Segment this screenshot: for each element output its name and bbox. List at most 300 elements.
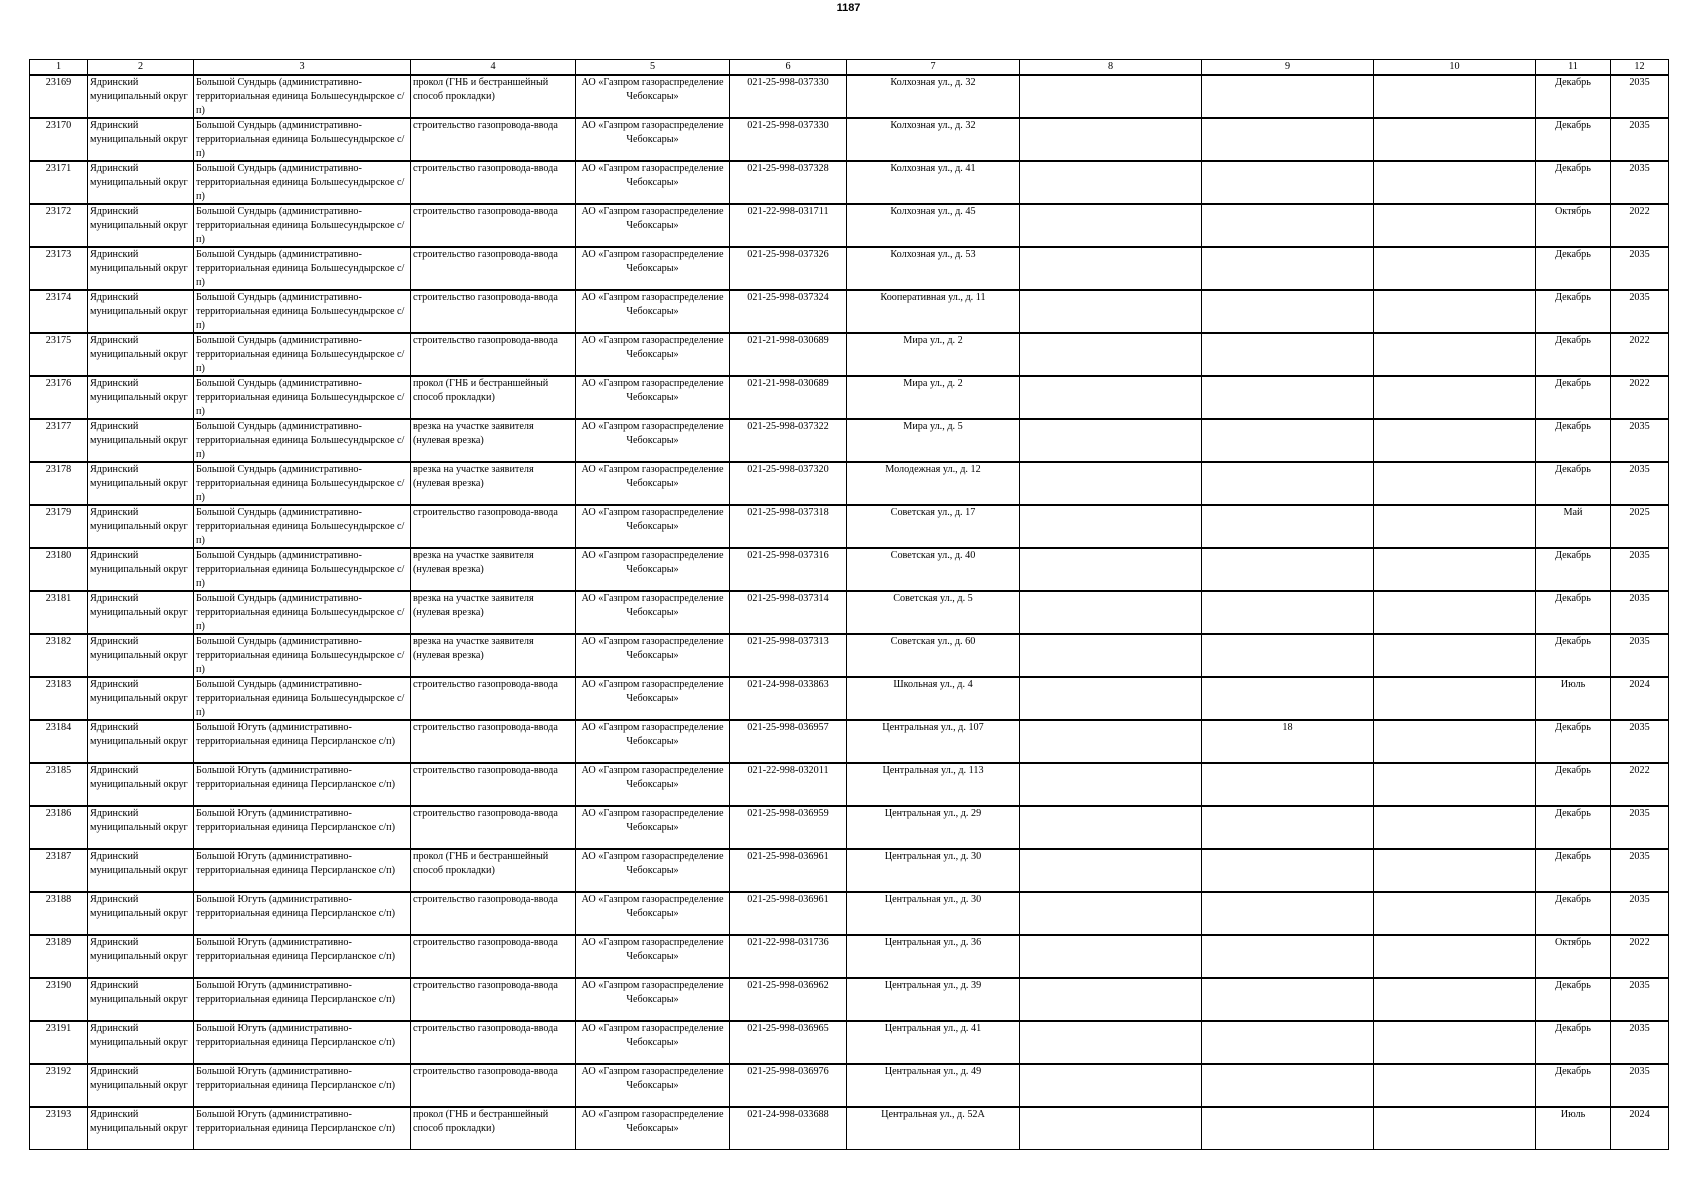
code-cell-text: 021-25-998-037316 bbox=[747, 550, 829, 561]
row-number bbox=[30, 505, 88, 548]
district-cell-text: Ядринский муниципальный округ bbox=[90, 636, 188, 661]
column-9-cell bbox=[1202, 548, 1374, 591]
year-cell-text: 2035 bbox=[1629, 1023, 1650, 1034]
settlement-cell-text: Большой Сундырь (административно-территориальная единица Большесундырское с/п) bbox=[196, 593, 405, 632]
row-number-text: 23186 bbox=[45, 808, 72, 819]
column-10-cell-text bbox=[1376, 764, 1533, 805]
settlement-cell bbox=[194, 591, 411, 634]
settlement-cell bbox=[194, 333, 411, 376]
column-header: 2 bbox=[88, 60, 194, 76]
organization-cell-text: АО «Газпром газораспределение Чебоксары» bbox=[581, 679, 724, 704]
row-number-text: 23172 bbox=[45, 206, 72, 217]
row-number-text: 23181 bbox=[45, 593, 72, 604]
code-cell bbox=[730, 935, 847, 978]
work-type-cell-text: строительство газопровода-ввода bbox=[413, 679, 558, 690]
address-cell bbox=[847, 849, 1020, 892]
table-row bbox=[30, 978, 1669, 1021]
work-type-cell-text: строительство газопровода-ввода bbox=[413, 980, 558, 991]
table-row bbox=[30, 1107, 1669, 1150]
work-type-cell-text: строительство газопровода-ввода bbox=[413, 163, 558, 174]
organization-cell bbox=[576, 462, 730, 505]
code-cell-text: 021-21-998-030689 bbox=[747, 378, 829, 389]
organization-cell bbox=[576, 849, 730, 892]
code-cell bbox=[730, 634, 847, 677]
organization-cell bbox=[576, 118, 730, 161]
code-cell bbox=[730, 75, 847, 118]
district-cell-text: Ядринский муниципальный округ bbox=[90, 1023, 188, 1048]
code-cell-text: 021-25-998-037313 bbox=[747, 636, 829, 647]
address-cell-text: Колхозная ул., д. 41 bbox=[890, 163, 976, 174]
code-cell-text: 021-25-998-037326 bbox=[747, 249, 829, 260]
row-number-text: 23173 bbox=[45, 249, 72, 260]
column-9-cell-text bbox=[1204, 850, 1371, 891]
column-8-cell-text bbox=[1022, 850, 1199, 891]
work-type-cell bbox=[411, 204, 576, 247]
code-cell-text: 021-25-998-037330 bbox=[747, 77, 829, 88]
column-10-cell-text bbox=[1376, 334, 1533, 375]
column-9-cell-text bbox=[1204, 248, 1371, 289]
address-cell bbox=[847, 591, 1020, 634]
column-9-cell-text bbox=[1204, 1022, 1371, 1063]
settlement-cell-text: Большой Сундырь (административно-территориальная единица Большесундырское с/п) bbox=[196, 77, 405, 116]
organization-cell bbox=[576, 1064, 730, 1107]
code-cell bbox=[730, 892, 847, 935]
code-cell-text: 021-25-998-037324 bbox=[747, 292, 829, 303]
month-cell bbox=[1536, 1064, 1611, 1107]
district-cell bbox=[88, 505, 194, 548]
table-row bbox=[30, 634, 1669, 677]
column-9-cell-text bbox=[1204, 162, 1371, 203]
table-body bbox=[30, 75, 1669, 1150]
year-cell bbox=[1611, 247, 1669, 290]
settlement-cell bbox=[194, 1064, 411, 1107]
work-type-cell bbox=[411, 462, 576, 505]
column-10-cell-text bbox=[1376, 377, 1533, 418]
month-cell-text: Декабрь bbox=[1555, 120, 1591, 131]
year-cell-text: 2024 bbox=[1629, 679, 1650, 690]
work-type-cell bbox=[411, 290, 576, 333]
row-number bbox=[30, 204, 88, 247]
year-cell bbox=[1611, 290, 1669, 333]
column-10-cell-text bbox=[1376, 463, 1533, 504]
column-9-cell-text bbox=[1204, 979, 1371, 1020]
settlement-cell bbox=[194, 720, 411, 763]
column-9-cell bbox=[1202, 935, 1374, 978]
column-9-cell-text bbox=[1204, 1065, 1371, 1106]
address-cell bbox=[847, 290, 1020, 333]
year-cell-text: 2022 bbox=[1629, 937, 1650, 948]
table-row bbox=[30, 677, 1669, 720]
year-cell-text: 2035 bbox=[1629, 120, 1650, 131]
code-cell bbox=[730, 505, 847, 548]
work-type-cell-text: строительство газопровода-ввода bbox=[413, 808, 558, 819]
district-cell-text: Ядринский муниципальный округ bbox=[90, 206, 188, 231]
column-10-cell-text bbox=[1376, 635, 1533, 676]
column-8-cell-text bbox=[1022, 807, 1199, 848]
code-cell-text: 021-25-998-036961 bbox=[747, 894, 829, 905]
code-cell bbox=[730, 247, 847, 290]
column-8-cell-text bbox=[1022, 1108, 1199, 1149]
address-cell-text: Колхозная ул., д. 53 bbox=[890, 249, 976, 260]
district-cell bbox=[88, 161, 194, 204]
district-cell bbox=[88, 591, 194, 634]
column-8-cell-text bbox=[1022, 979, 1199, 1020]
column-10-cell bbox=[1374, 247, 1536, 290]
address-cell bbox=[847, 677, 1020, 720]
code-cell bbox=[730, 204, 847, 247]
column-9-cell bbox=[1202, 505, 1374, 548]
district-cell-text: Ядринский муниципальный округ bbox=[90, 722, 188, 747]
row-number bbox=[30, 548, 88, 591]
month-cell-text: Декабрь bbox=[1555, 808, 1591, 819]
row-number-text: 23189 bbox=[45, 937, 72, 948]
table-row bbox=[30, 161, 1669, 204]
settlement-cell bbox=[194, 505, 411, 548]
column-9-cell-text bbox=[1204, 635, 1371, 676]
column-header: 8 bbox=[1020, 60, 1202, 76]
data-table bbox=[29, 59, 1669, 1150]
month-cell-text: Декабрь bbox=[1555, 249, 1591, 260]
district-cell-text: Ядринский муниципальный округ bbox=[90, 937, 188, 962]
work-type-cell bbox=[411, 1107, 576, 1150]
table-row bbox=[30, 763, 1669, 806]
column-8-cell-text bbox=[1022, 635, 1199, 676]
address-cell-text: Центральная ул., д. 36 bbox=[884, 937, 982, 948]
month-cell bbox=[1536, 1021, 1611, 1064]
work-type-cell bbox=[411, 376, 576, 419]
address-cell bbox=[847, 763, 1020, 806]
row-number-text: 23182 bbox=[45, 636, 72, 647]
code-cell-text: 021-25-998-036965 bbox=[747, 1023, 829, 1034]
address-cell bbox=[847, 892, 1020, 935]
code-cell bbox=[730, 1064, 847, 1107]
settlement-cell-text: Большой Югуть (административно-территориальная единица Персирланское с/п) bbox=[196, 1109, 395, 1134]
table-row bbox=[30, 935, 1669, 978]
year-cell bbox=[1611, 634, 1669, 677]
code-cell bbox=[730, 978, 847, 1021]
row-number-text: 23169 bbox=[45, 77, 72, 88]
row-number bbox=[30, 763, 88, 806]
code-cell bbox=[730, 376, 847, 419]
row-number bbox=[30, 935, 88, 978]
organization-cell bbox=[576, 419, 730, 462]
column-8-cell bbox=[1020, 978, 1202, 1021]
district-cell bbox=[88, 419, 194, 462]
column-10-cell-text bbox=[1376, 506, 1533, 547]
table-row bbox=[30, 720, 1669, 763]
year-cell bbox=[1611, 892, 1669, 935]
column-header: 7 bbox=[847, 60, 1020, 76]
code-cell bbox=[730, 720, 847, 763]
table-row bbox=[30, 75, 1669, 118]
column-10-cell bbox=[1374, 849, 1536, 892]
table-row bbox=[30, 333, 1669, 376]
district-cell-text: Ядринский муниципальный округ bbox=[90, 765, 188, 790]
column-8-cell bbox=[1020, 806, 1202, 849]
row-number bbox=[30, 1021, 88, 1064]
settlement-cell bbox=[194, 634, 411, 677]
column-10-cell bbox=[1374, 505, 1536, 548]
month-cell bbox=[1536, 376, 1611, 419]
district-cell bbox=[88, 75, 194, 118]
row-number-text: 23192 bbox=[45, 1066, 72, 1077]
district-cell bbox=[88, 118, 194, 161]
organization-cell-text: АО «Газпром газораспределение Чебоксары» bbox=[581, 507, 724, 532]
code-cell-text: 021-25-998-037322 bbox=[747, 421, 829, 432]
month-cell-text: Декабрь bbox=[1555, 292, 1591, 303]
column-header: 1 bbox=[30, 60, 88, 76]
column-8-cell bbox=[1020, 419, 1202, 462]
row-number bbox=[30, 1064, 88, 1107]
year-cell bbox=[1611, 333, 1669, 376]
column-10-cell-text bbox=[1376, 76, 1533, 117]
row-number-text: 23178 bbox=[45, 464, 72, 475]
column-10-cell bbox=[1374, 591, 1536, 634]
address-cell-text: Центральная ул., д. 113 bbox=[882, 765, 984, 776]
column-9-cell-text bbox=[1204, 377, 1371, 418]
settlement-cell-text: Большой Сундырь (административно-территориальная единица Большесундырское с/п) bbox=[196, 679, 405, 718]
settlement-cell-text: Большой Югуть (административно-территориальная единица Персирланское с/п) bbox=[196, 937, 395, 962]
code-cell-text: 021-25-998-036976 bbox=[747, 1066, 829, 1077]
settlement-cell bbox=[194, 161, 411, 204]
column-10-cell-text bbox=[1376, 205, 1533, 246]
column-8-cell-text bbox=[1022, 291, 1199, 332]
organization-cell bbox=[576, 548, 730, 591]
year-cell-text: 2035 bbox=[1629, 593, 1650, 604]
work-type-cell bbox=[411, 118, 576, 161]
row-number bbox=[30, 290, 88, 333]
work-type-cell bbox=[411, 505, 576, 548]
row-number bbox=[30, 591, 88, 634]
year-cell-text: 2035 bbox=[1629, 851, 1650, 862]
row-number bbox=[30, 118, 88, 161]
organization-cell bbox=[576, 978, 730, 1021]
settlement-cell bbox=[194, 247, 411, 290]
row-number-text: 23184 bbox=[45, 722, 72, 733]
row-number bbox=[30, 978, 88, 1021]
organization-cell bbox=[576, 247, 730, 290]
district-cell-text: Ядринский муниципальный округ bbox=[90, 120, 188, 145]
month-cell-text: Декабрь bbox=[1555, 550, 1591, 561]
address-cell bbox=[847, 1021, 1020, 1064]
column-10-cell bbox=[1374, 634, 1536, 677]
column-10-cell-text bbox=[1376, 936, 1533, 977]
column-8-cell bbox=[1020, 720, 1202, 763]
month-cell-text: Декабрь bbox=[1555, 378, 1591, 389]
district-cell-text: Ядринский муниципальный округ bbox=[90, 464, 188, 489]
row-number-text: 23171 bbox=[45, 163, 72, 174]
address-cell-text: Центральная ул., д. 29 bbox=[884, 808, 982, 819]
organization-cell bbox=[576, 677, 730, 720]
code-cell bbox=[730, 290, 847, 333]
settlement-cell-text: Большой Югуть (административно-территориальная единица Персирланское с/п) bbox=[196, 1066, 395, 1091]
code-cell-text: 021-22-998-031711 bbox=[747, 206, 829, 217]
address-cell-text: Советская ул., д. 40 bbox=[890, 550, 976, 561]
district-cell bbox=[88, 978, 194, 1021]
district-cell bbox=[88, 204, 194, 247]
organization-cell bbox=[576, 75, 730, 118]
year-cell bbox=[1611, 978, 1669, 1021]
column-10-cell-text bbox=[1376, 592, 1533, 633]
column-9-cell-text bbox=[1204, 678, 1371, 719]
district-cell bbox=[88, 462, 194, 505]
column-8-cell bbox=[1020, 1064, 1202, 1107]
district-cell-text: Ядринский муниципальный округ bbox=[90, 679, 188, 704]
table-row bbox=[30, 548, 1669, 591]
settlement-cell bbox=[194, 118, 411, 161]
column-10-cell-text bbox=[1376, 1065, 1533, 1106]
organization-cell-text: АО «Газпром газораспределение Чебоксары» bbox=[581, 421, 724, 446]
column-10-cell-text bbox=[1376, 420, 1533, 461]
district-cell-text: Ядринский муниципальный округ bbox=[90, 163, 188, 188]
work-type-cell-text: строительство газопровода-ввода bbox=[413, 1066, 558, 1077]
column-8-cell-text bbox=[1022, 936, 1199, 977]
year-cell bbox=[1611, 806, 1669, 849]
address-cell-text: Школьная ул., д. 4 bbox=[893, 679, 973, 690]
code-cell-text: 021-25-998-037330 bbox=[747, 120, 829, 131]
district-cell-text: Ядринский муниципальный округ bbox=[90, 335, 188, 360]
column-8-cell bbox=[1020, 118, 1202, 161]
column-10-cell-text bbox=[1376, 162, 1533, 203]
organization-cell bbox=[576, 204, 730, 247]
organization-cell-text: АО «Газпром газораспределение Чебоксары» bbox=[581, 335, 724, 360]
column-10-cell-text bbox=[1376, 979, 1533, 1020]
year-cell bbox=[1611, 75, 1669, 118]
column-10-cell bbox=[1374, 419, 1536, 462]
organization-cell bbox=[576, 161, 730, 204]
column-header: 6 bbox=[730, 60, 847, 76]
column-8-cell-text bbox=[1022, 420, 1199, 461]
row-number bbox=[30, 462, 88, 505]
district-cell bbox=[88, 677, 194, 720]
address-cell bbox=[847, 1107, 1020, 1150]
column-10-cell bbox=[1374, 935, 1536, 978]
work-type-cell-text: прокол (ГНБ и бестраншейный способ прокладки) bbox=[413, 378, 549, 403]
work-type-cell-text: врезка на участке заявителя (нулевая врезка) bbox=[413, 636, 534, 661]
year-cell bbox=[1611, 505, 1669, 548]
organization-cell-text: АО «Газпром газораспределение Чебоксары» bbox=[581, 163, 724, 188]
address-cell bbox=[847, 935, 1020, 978]
address-cell bbox=[847, 978, 1020, 1021]
column-10-cell-text bbox=[1376, 893, 1533, 934]
column-9-cell bbox=[1202, 1107, 1374, 1150]
column-8-cell-text bbox=[1022, 893, 1199, 934]
column-9-cell-text bbox=[1204, 463, 1371, 504]
row-number-text: 23193 bbox=[45, 1109, 72, 1120]
year-cell-text: 2035 bbox=[1629, 249, 1650, 260]
settlement-cell-text: Большой Сундырь (административно-территориальная единица Большесундырское с/п) bbox=[196, 163, 405, 202]
month-cell bbox=[1536, 419, 1611, 462]
work-type-cell bbox=[411, 677, 576, 720]
column-8-cell-text bbox=[1022, 678, 1199, 719]
address-cell-text: Кооперативная ул., д. 11 bbox=[880, 292, 986, 303]
column-8-cell bbox=[1020, 935, 1202, 978]
year-cell bbox=[1611, 548, 1669, 591]
column-8-cell bbox=[1020, 204, 1202, 247]
address-cell bbox=[847, 634, 1020, 677]
settlement-cell bbox=[194, 548, 411, 591]
column-8-cell bbox=[1020, 849, 1202, 892]
organization-cell-text: АО «Газпром газораспределение Чебоксары» bbox=[581, 550, 724, 575]
month-cell bbox=[1536, 720, 1611, 763]
table-row bbox=[30, 849, 1669, 892]
district-cell-text: Ядринский муниципальный округ bbox=[90, 851, 188, 876]
column-9-cell bbox=[1202, 634, 1374, 677]
column-10-cell bbox=[1374, 161, 1536, 204]
table-row bbox=[30, 419, 1669, 462]
settlement-cell-text: Большой Югуть (административно-территориальная единица Персирланское с/п) bbox=[196, 1023, 395, 1048]
district-cell-text: Ядринский муниципальный округ bbox=[90, 1109, 188, 1134]
settlement-cell-text: Большой Югуть (административно-территориальная единица Персирланское с/п) bbox=[196, 851, 395, 876]
column-9-cell bbox=[1202, 720, 1374, 763]
row-number bbox=[30, 75, 88, 118]
settlement-cell-text: Большой Сундырь (административно-территориальная единица Большесундырское с/п) bbox=[196, 464, 405, 503]
organization-cell-text: АО «Газпром газораспределение Чебоксары» bbox=[581, 378, 724, 403]
month-cell-text: Декабрь bbox=[1555, 894, 1591, 905]
address-cell bbox=[847, 548, 1020, 591]
work-type-cell-text: строительство газопровода-ввода bbox=[413, 1023, 558, 1034]
column-10-cell-text bbox=[1376, 1022, 1533, 1063]
organization-cell-text: АО «Газпром газораспределение Чебоксары» bbox=[581, 722, 724, 747]
code-cell-text: 021-25-998-036961 bbox=[747, 851, 829, 862]
column-9-cell-text bbox=[1204, 592, 1371, 633]
code-cell bbox=[730, 1107, 847, 1150]
column-8-cell-text bbox=[1022, 76, 1199, 117]
column-8-cell bbox=[1020, 333, 1202, 376]
organization-cell-text: АО «Газпром газораспределение Чебоксары» bbox=[581, 206, 724, 231]
district-cell bbox=[88, 849, 194, 892]
table-row bbox=[30, 290, 1669, 333]
column-10-cell bbox=[1374, 118, 1536, 161]
column-8-cell-text bbox=[1022, 1065, 1199, 1106]
column-9-cell-text bbox=[1204, 807, 1371, 848]
column-10-cell bbox=[1374, 376, 1536, 419]
row-number-text: 23188 bbox=[45, 894, 72, 905]
column-10-cell-text bbox=[1376, 678, 1533, 719]
column-header: 12 bbox=[1611, 60, 1669, 76]
row-number-text: 23179 bbox=[45, 507, 72, 518]
settlement-cell-text: Большой Сундырь (административно-территориальная единица Большесундырское с/п) bbox=[196, 378, 405, 417]
address-cell bbox=[847, 462, 1020, 505]
address-cell bbox=[847, 806, 1020, 849]
code-cell bbox=[730, 677, 847, 720]
month-cell-text: Декабрь bbox=[1555, 335, 1591, 346]
district-cell bbox=[88, 935, 194, 978]
column-9-cell bbox=[1202, 204, 1374, 247]
year-cell bbox=[1611, 462, 1669, 505]
column-8-cell bbox=[1020, 290, 1202, 333]
month-cell-text: Октябрь bbox=[1554, 206, 1592, 217]
column-header: 3 bbox=[194, 60, 411, 76]
column-9-cell-text bbox=[1204, 291, 1371, 332]
year-cell bbox=[1611, 204, 1669, 247]
year-cell bbox=[1611, 376, 1669, 419]
district-cell bbox=[88, 892, 194, 935]
column-10-cell-text bbox=[1376, 549, 1533, 590]
month-cell-text: Декабрь bbox=[1555, 636, 1591, 647]
table-row bbox=[30, 806, 1669, 849]
month-cell bbox=[1536, 290, 1611, 333]
code-cell-text: 021-25-998-037328 bbox=[747, 163, 829, 174]
work-type-cell-text: прокол (ГНБ и бестраншейный способ прокладки) bbox=[413, 1109, 549, 1134]
column-10-cell bbox=[1374, 892, 1536, 935]
settlement-cell bbox=[194, 290, 411, 333]
year-cell-text: 2035 bbox=[1629, 292, 1650, 303]
month-cell-text: Декабрь bbox=[1555, 1023, 1591, 1034]
settlement-cell-text: Большой Сундырь (административно-территориальная единица Большесундырское с/п) bbox=[196, 550, 405, 589]
year-cell bbox=[1611, 677, 1669, 720]
column-9-cell bbox=[1202, 290, 1374, 333]
